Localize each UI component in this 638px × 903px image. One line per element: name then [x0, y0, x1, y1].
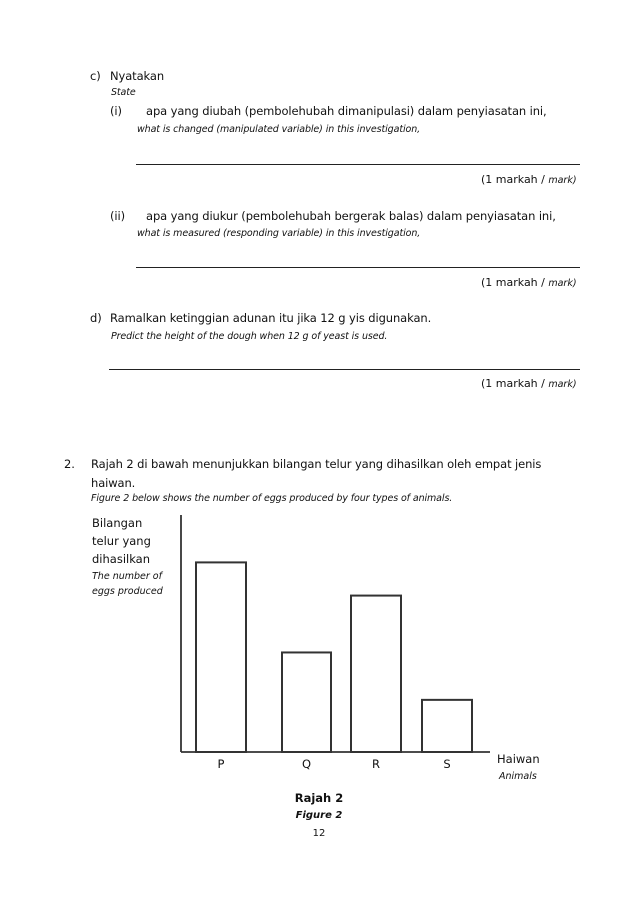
- section-d-text: Ramalkan ketinggian adunan itu jika 12 g yis digunakan.: [110, 311, 432, 325]
- marks-text-en: mark): [548, 278, 577, 289]
- marks-text: (1 markah /: [481, 377, 545, 390]
- x-tick-label-r: R: [372, 757, 380, 771]
- x-tick-label-q: Q: [301, 757, 312, 771]
- part-ii-text-en: what is measured (responding variable) in this investigation,: [137, 228, 421, 239]
- x-axis-label-en: Animals: [499, 771, 537, 782]
- x-axis-label: Haiwan: [497, 752, 540, 766]
- y-axis-label-line-1: Bilangan: [92, 516, 143, 530]
- x-tick-label-p: P: [217, 757, 225, 771]
- y-axis-label-en-line-1: The number of: [92, 571, 162, 582]
- marks-text-en: mark): [548, 379, 577, 390]
- part-i-text: apa yang diubah (pembolehubah dimanipulasi) dalam penyiasatan ini,: [146, 104, 547, 118]
- bar-q: [282, 652, 331, 752]
- y-axis-label-line-3: dihasilkan: [92, 552, 151, 566]
- question-2-number: 2.: [64, 457, 75, 471]
- y-axis-label: [92, 516, 164, 597]
- figure-caption-en: Figure 2: [295, 810, 343, 821]
- figure-caption: Rajah 2: [294, 791, 344, 805]
- y-axis-label-line-2: telur yang: [92, 534, 151, 548]
- section-c-title-en: State: [111, 87, 136, 98]
- question-2-text-line2: haiwan.: [91, 476, 136, 490]
- question-2-text-line1: Rajah 2 di bawah menunjukkan bilangan telur yang dihasilkan oleh empat jenis: [91, 457, 542, 471]
- section-c-label: c): [90, 69, 101, 83]
- marks-text: (1 markah /: [481, 276, 545, 289]
- part-i-label: (i): [110, 104, 122, 118]
- question-2-text-en: Figure 2 below shows the number of eggs produced by four types of animals.: [91, 493, 453, 504]
- section-d-text-en: Predict the height of the dough when 12 g of yeast is used.: [111, 331, 388, 342]
- part-ii-text: apa yang diukur (pembolehubah bergerak balas) dalam penyiasatan ini,: [146, 209, 556, 223]
- bar-p: [196, 562, 246, 752]
- marks-text: (1 markah /: [481, 173, 545, 186]
- bar-s: [422, 700, 472, 752]
- section-d-label: d): [90, 311, 102, 325]
- x-tick-label-s: S: [443, 757, 451, 771]
- bar-r: [351, 596, 401, 752]
- page-number: 12: [312, 828, 326, 839]
- part-ii-label: (ii): [110, 209, 125, 223]
- marks-text-en: mark): [548, 175, 577, 186]
- part-i-text-en: what is changed (manipulated variable) in this investigation,: [137, 124, 421, 135]
- section-c-title: Nyatakan: [110, 69, 165, 83]
- y-axis-label-en-line-2: eggs produced: [92, 586, 163, 597]
